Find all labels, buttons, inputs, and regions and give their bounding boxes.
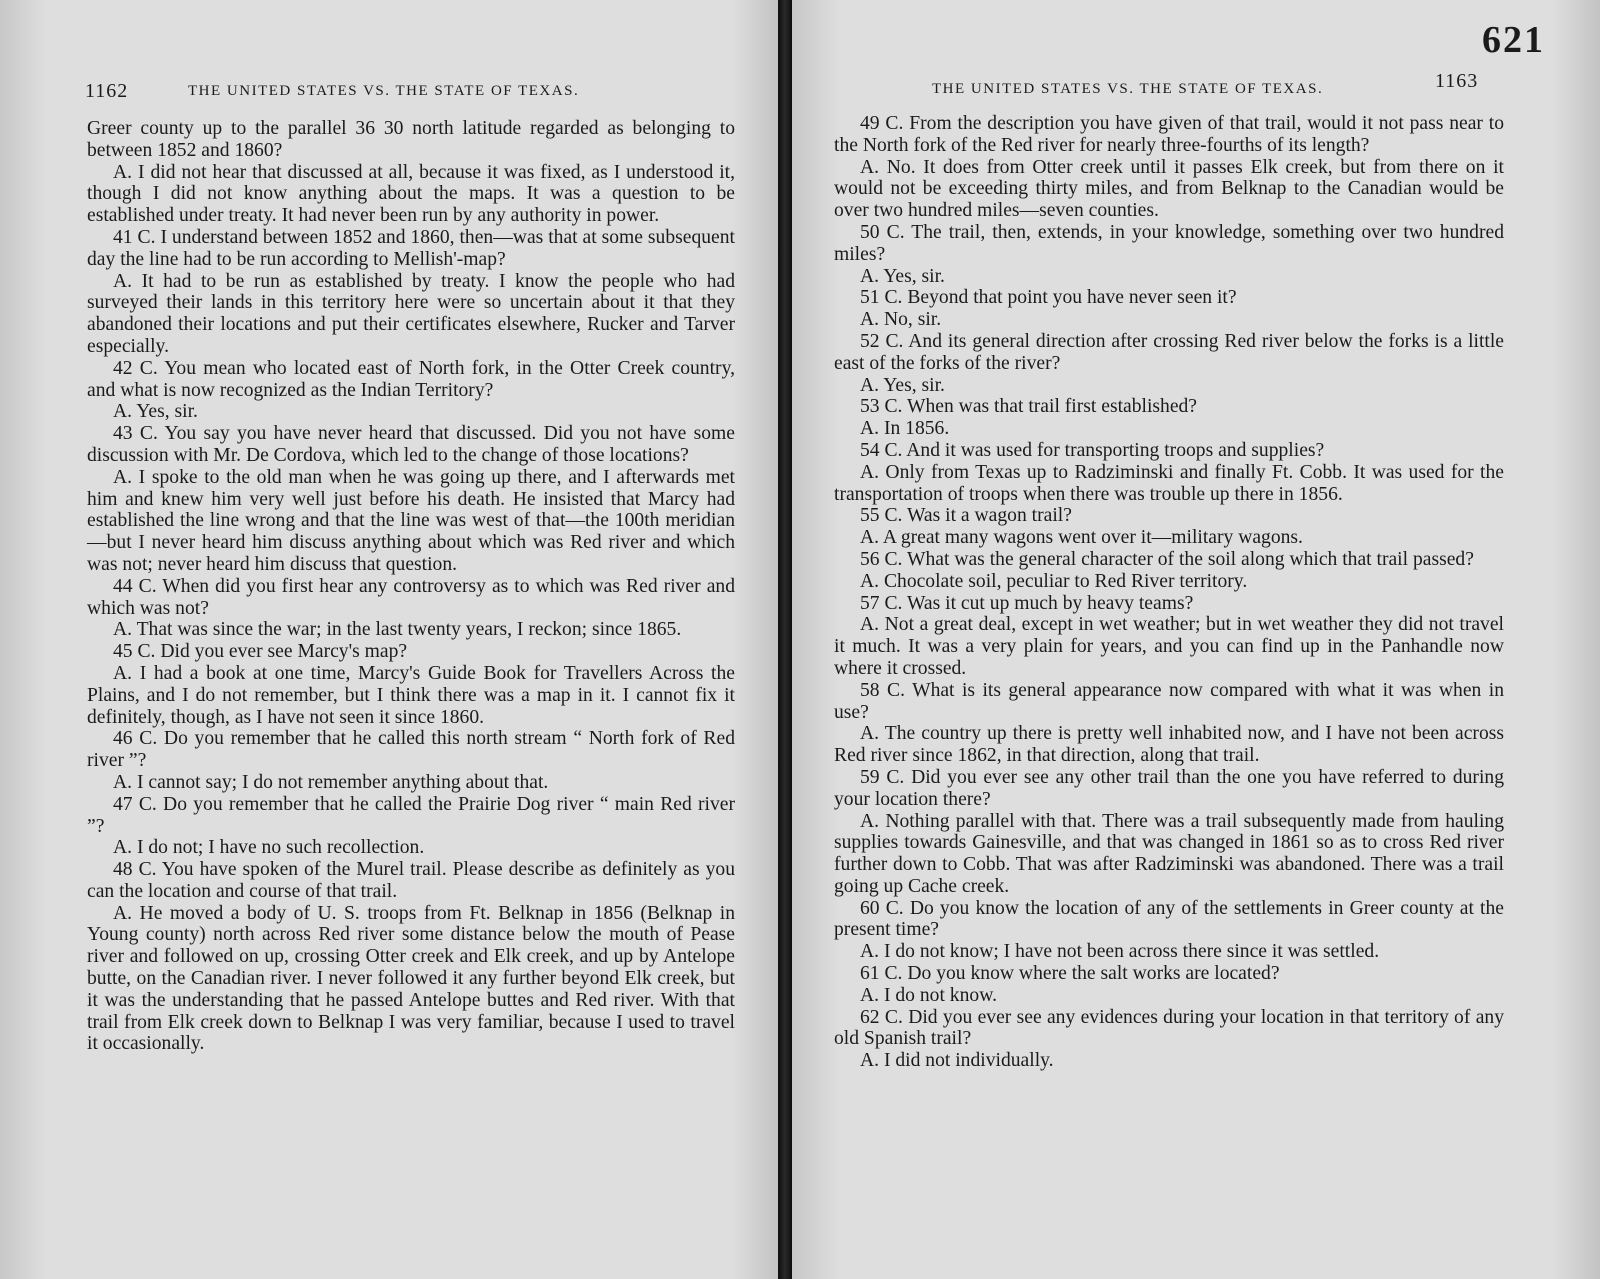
paragraph: A. That was since the war; in the last twenty years, I reckon; since 1865. bbox=[113, 619, 682, 641]
paragraph: 50 C. The trail, then, extends, in your knowledge, something over two hundred miles? bbox=[834, 221, 1504, 265]
paragraph: 53 C. When was that trail first established? bbox=[860, 396, 1198, 418]
paragraph: A. The country up there is pretty well inhabited now, and I have not been across Red river since 1862, in that direction, along that trail. bbox=[834, 723, 1504, 767]
paragraph: A. No, sir. bbox=[860, 309, 942, 331]
stamped-folio-number: 621 bbox=[1482, 19, 1545, 61]
paragraph: 48 C. You have spoken of the Murel trail. Please describe as definitely as you can the location and course of that trail. bbox=[87, 859, 735, 902]
right-page-number: 1163 bbox=[1435, 70, 1479, 92]
paragraph: 56 C. What was the general character of the soil along which that trail passed? bbox=[860, 548, 1474, 570]
paragraph: 62 C. Did you ever see any evidences during your location in that territory of any old Spanish trail? bbox=[834, 1006, 1504, 1050]
paragraph: 45 C. Did you ever see Marcy's map? bbox=[113, 641, 408, 663]
paragraph: A. No. It does from Otter creek until it passes Elk creek, but from there on it would not be exceeding thirty miles, and from Belknap to the Canadian would be over two hundred miles—seven counties. bbox=[834, 156, 1504, 222]
paragraph: 41 C. I understand between 1852 and 1860, then—was that at some subsequent day the line had to be run according to Mellish'-map? bbox=[87, 226, 735, 270]
paragraph: A. A great many wagons went over it—military wagons. bbox=[860, 527, 1303, 549]
paragraph: 54 C. And it was used for transporting troops and supplies? bbox=[860, 439, 1325, 461]
paragraph: 46 C. Do you remember that he called this north stream “ North fork of Red river ”? bbox=[87, 728, 735, 772]
paragraph: 55 C. Was it a wagon trail? bbox=[860, 505, 1072, 527]
book-gutter bbox=[778, 0, 792, 1279]
paragraph: 59 C. Did you ever see any other trail than the one you have referred to during your location there? bbox=[834, 766, 1504, 810]
left-running-title: THE UNITED STATES VS. THE STATE OF TEXAS. bbox=[188, 83, 580, 99]
paragraph: 52 C. And its general direction after crossing Red river below the forks is a little east of the forks of the river? bbox=[834, 330, 1504, 374]
paragraph: 57 C. Was it cut up much by heavy teams? bbox=[860, 592, 1194, 614]
right-page bbox=[792, 0, 1600, 1279]
paragraph: A. Chocolate soil, peculiar to Red River territory. bbox=[860, 570, 1248, 592]
paragraph: A. He moved a body of U. S. troops from Ft. Belknap in 1856 (Belknap in Young county) north across Red river some distance below the mouth of Pease river and followed on up, crossing Otter creek and Elk creek, and up by Antelope butte, on the Canadian river. I never followed it any further beyond Elk creek, but it was the understanding that he passed Antelope buttes and Red river. With that trail from Elk creek down to Belknap I was very familiar, because I used to travel it occasionally. bbox=[87, 902, 735, 1055]
paragraph: A. I spoke to the old man when he was going up there, and I afterwards met him and knew him very well just before his death. He insisted that Marcy had established the line wrong and that the line was west of that—the 100th meridian—but I never heard him discuss anything about which was Red river and which was not; never heard him discuss that question. bbox=[87, 466, 735, 575]
paragraph: A. Not a great deal, except in wet weather; but in wet weather they did not travel it much. It was a very plain for years, and you can find up in the Panhandle now where it crossed. bbox=[834, 614, 1504, 679]
paragraph: A. Nothing parallel with that. There was a trail subsequently made from hauling supplies towards Gainesville, and that was changed in 1861 so as to cross Red river further down to Cobb. That was after Radziminski was abandoned. There was a trail going up Cache creek. bbox=[834, 810, 1504, 897]
paragraph: Greer county up to the parallel 36 30 north latitude regarded as belonging to between 1852 and 1860? bbox=[87, 118, 735, 161]
paragraph: 60 C. Do you know the location of any of the settlements in Greer county at the present time? bbox=[834, 897, 1504, 941]
paragraph: 51 C. Beyond that point you have never seen it? bbox=[860, 287, 1237, 309]
paragraph: 61 C. Do you know where the salt works are located? bbox=[860, 963, 1280, 985]
paragraph: A. I do not; I have no such recollection. bbox=[113, 837, 425, 859]
paragraph: A. In 1856. bbox=[860, 418, 950, 440]
left-page-number: 1162 bbox=[85, 80, 129, 102]
paragraph: 49 C. From the description you have given of that trail, would it not pass near to the North fork of the Red river for nearly three-fourths of its length? bbox=[834, 113, 1504, 156]
paragraph: 42 C. You mean who located east of North fork, in the Otter Creek country, and what is now recognized as the Indian Territory? bbox=[87, 357, 735, 401]
left-running-head bbox=[85, 80, 580, 103]
paragraph: 43 C. You say you have never heard that discussed. Did you not have some discussion with Mr. De Cordova, which led to the change of those locations? bbox=[87, 423, 735, 466]
paragraph: 44 C. When did you first hear any controversy as to which was Red river and which was not? bbox=[87, 575, 735, 619]
left-text-column bbox=[87, 118, 735, 1055]
right-running-head bbox=[932, 80, 1323, 98]
right-text-column bbox=[834, 113, 1504, 1072]
left-page bbox=[0, 0, 778, 1279]
paragraph: A. Yes, sir. bbox=[860, 374, 945, 396]
paragraph: A. Yes, sir. bbox=[860, 265, 945, 287]
paragraph: A. It had to be run as established by treaty. I know the people who had surveyed their lands in this territory here were so uncertain about it that they abandoned their locations and put their certificates elsewhere, Rucker and Tarver especially. bbox=[87, 270, 735, 357]
right-page-number-wrap bbox=[1435, 70, 1478, 93]
paragraph: A. I cannot say; I do not remember anything about that. bbox=[113, 771, 549, 793]
paragraph: A. I do not know. bbox=[860, 984, 997, 1006]
paragraph: A. I do not know; I have not been across there since it was settled. bbox=[860, 941, 1380, 963]
paragraph: 47 C. Do you remember that he called the Prairie Dog river “ main Red river ”? bbox=[87, 793, 735, 837]
paragraph: A. I did not individually. bbox=[860, 1050, 1054, 1072]
paragraph: A. Yes, sir. bbox=[113, 401, 198, 423]
paragraph: A. I had a book at one time, Marcy's Guide Book for Travellers Across the Plains, and I do not remember, but I think there was a map in it. I cannot fix it definitely, though, as I have not seen it since 1860. bbox=[87, 662, 735, 728]
paragraph: 58 C. What is its general appearance now compared with what it was when in use? bbox=[834, 679, 1504, 723]
right-running-title: THE UNITED STATES VS. THE STATE OF TEXAS. bbox=[932, 81, 1324, 97]
paragraph: A. Only from Texas up to Radziminski and finally Ft. Cobb. It was used for the transportation of troops when there was trouble up there in 1856. bbox=[834, 461, 1504, 505]
paragraph: A. I did not hear that discussed at all, because it was fixed, as I understood it, though I did not know anything about the maps. It was a question to be established under treaty. It had never been run by any authority in power. bbox=[87, 161, 735, 227]
